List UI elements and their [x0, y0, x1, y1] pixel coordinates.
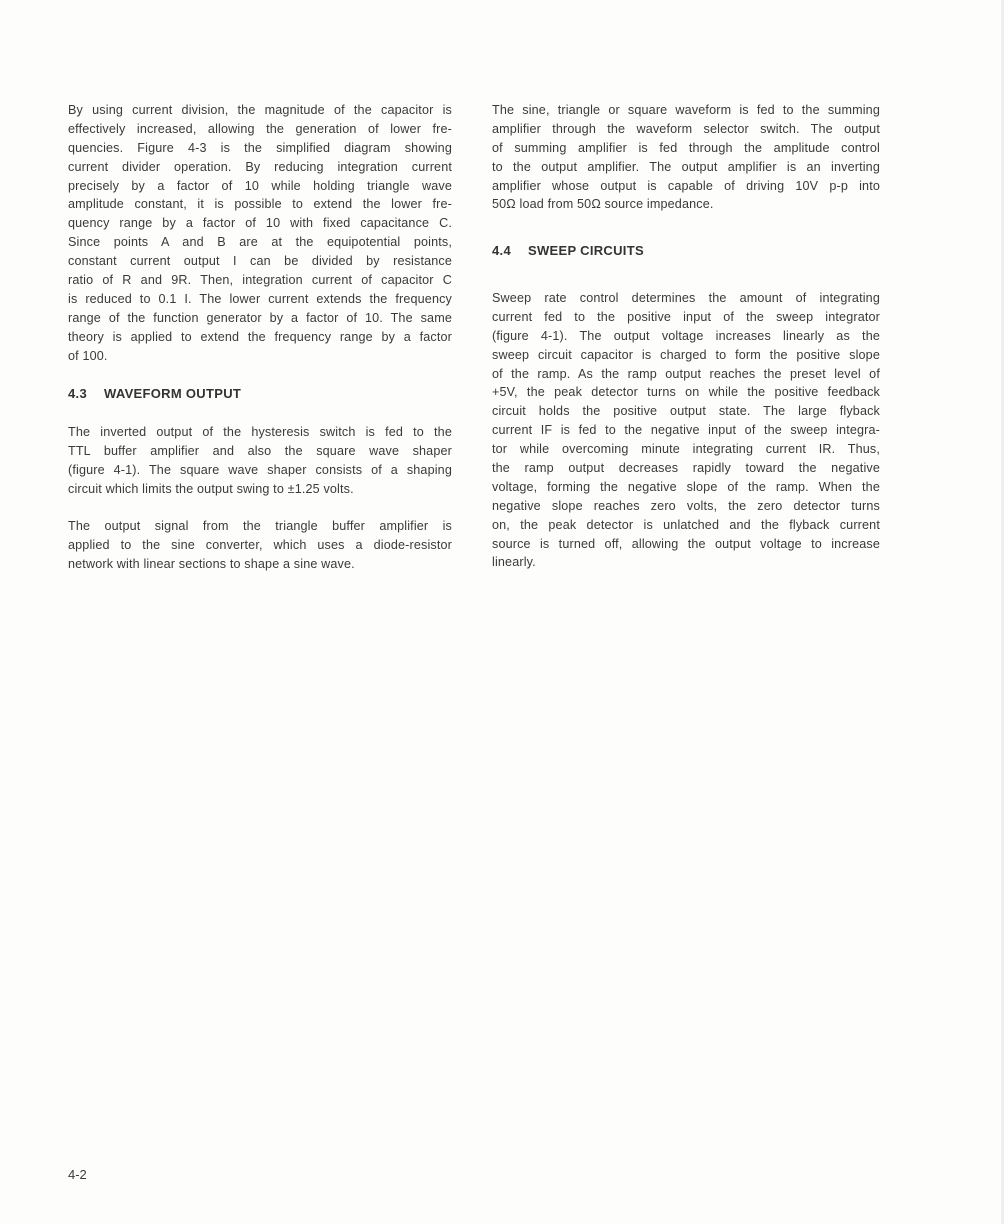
text-line: effectively increased, allowing the generation of lower fre-	[68, 121, 452, 136]
text-line: of summing amplifier is fed through the amplitude control	[492, 140, 880, 155]
text-line: The output signal from the triangle buffer amplifier is	[68, 519, 452, 533]
text-line: network with linear sections to shape a sine wave.	[68, 556, 355, 571]
text-line: of 100.	[68, 348, 108, 363]
page-number: 4-2	[68, 1167, 87, 1182]
text-line: applied to the sine converter, which uses a diode-resistor	[68, 537, 452, 552]
text-line: (figure 4-1). The output voltage increases linearly as the	[492, 328, 880, 343]
text-line: ratio of R and 9R. Then, integration current of capacitor C	[68, 273, 452, 288]
right-paragraph-1	[492, 101, 880, 214]
left-paragraph-3	[68, 517, 452, 574]
text-line: current IF is fed to the negative input of the sweep integra-	[492, 423, 880, 438]
text-line: negative slope reaches zero volts, the zero detector turns	[492, 498, 880, 513]
right-paragraph-2	[492, 289, 880, 572]
text-line: to the output amplifier. The output amplifier is an inverting	[492, 159, 880, 174]
text-line: the ramp output decreases rapidly toward the negative	[492, 461, 880, 476]
text-line: sweep circuit capacitor is charged to form the positive slope	[492, 347, 880, 362]
left-paragraph-2	[68, 423, 452, 499]
section-heading-4-3	[68, 386, 241, 401]
text-line: current divider operation. By reducing integration current	[68, 159, 452, 174]
section-number: 4.3	[68, 386, 87, 401]
text-line: quency range by a factor of 10 with fixed capacitance C.	[68, 216, 452, 231]
section-number: 4.4	[492, 243, 511, 258]
left-paragraph-1	[68, 101, 452, 365]
text-line: amplifier through the waveform selector switch. The output	[492, 121, 880, 136]
section-title: WAVEFORM OUTPUT	[104, 386, 242, 401]
text-line: source is turned off, allowing the output voltage to increase	[492, 536, 880, 551]
text-line: amplifier whose output is capable of driving 10V p-p into	[492, 178, 880, 193]
text-line: precisely by a factor of 10 while holding triangle wave	[68, 178, 452, 193]
section-title: SWEEP CIRCUITS	[528, 243, 644, 258]
text-line: 50Ω load from 50Ω source impedance.	[492, 197, 714, 212]
section-heading-4-4	[492, 243, 644, 258]
text-line: range of the function generator by a factor of 10. The same	[68, 310, 452, 325]
text-line: Since points A and B are at the equipotential points,	[68, 235, 452, 250]
text-line: quencies. Figure 4-3 is the simplified diagram showing	[68, 140, 452, 155]
text-line: theory is applied to extend the frequency range by a factor	[68, 329, 452, 344]
text-line: circuit holds the positive output state. The large flyback	[492, 404, 880, 419]
text-line: amplitude constant, it is possible to extend the lower fre-	[68, 197, 452, 212]
text-line: The sine, triangle or square waveform is fed to the summing	[492, 103, 880, 117]
text-line: The inverted output of the hysteresis switch is fed to the	[68, 425, 452, 439]
text-line: is reduced to 0.1 I. The lower current extends the frequency	[68, 291, 452, 306]
text-line: circuit which limits the output swing to ±1.25 volts.	[68, 481, 354, 496]
text-line: TTL buffer amplifier and also the square wave shaper	[68, 443, 452, 458]
text-line: on, the peak detector is unlatched and the flyback current	[492, 517, 880, 532]
text-line: Sweep rate control determines the amount of integrating	[492, 291, 880, 305]
text-line: of the ramp. As the ramp output reaches the preset level of	[492, 366, 880, 381]
text-line: current fed to the positive input of the sweep integrator	[492, 309, 880, 324]
text-line: linearly.	[492, 555, 536, 570]
text-line: constant current output I can be divided by resistance	[68, 254, 452, 269]
text-line: By using current division, the magnitude of the capacitor is	[68, 103, 452, 117]
text-line: (figure 4-1). The square wave shaper consists of a shaping	[68, 462, 452, 477]
text-line: +5V, the peak detector turns on while the positive feedback	[492, 385, 880, 400]
text-line: voltage, forming the negative slope of the ramp. When the	[492, 479, 880, 494]
text-line: tor while overcoming minute integrating current IR. Thus,	[492, 442, 880, 457]
